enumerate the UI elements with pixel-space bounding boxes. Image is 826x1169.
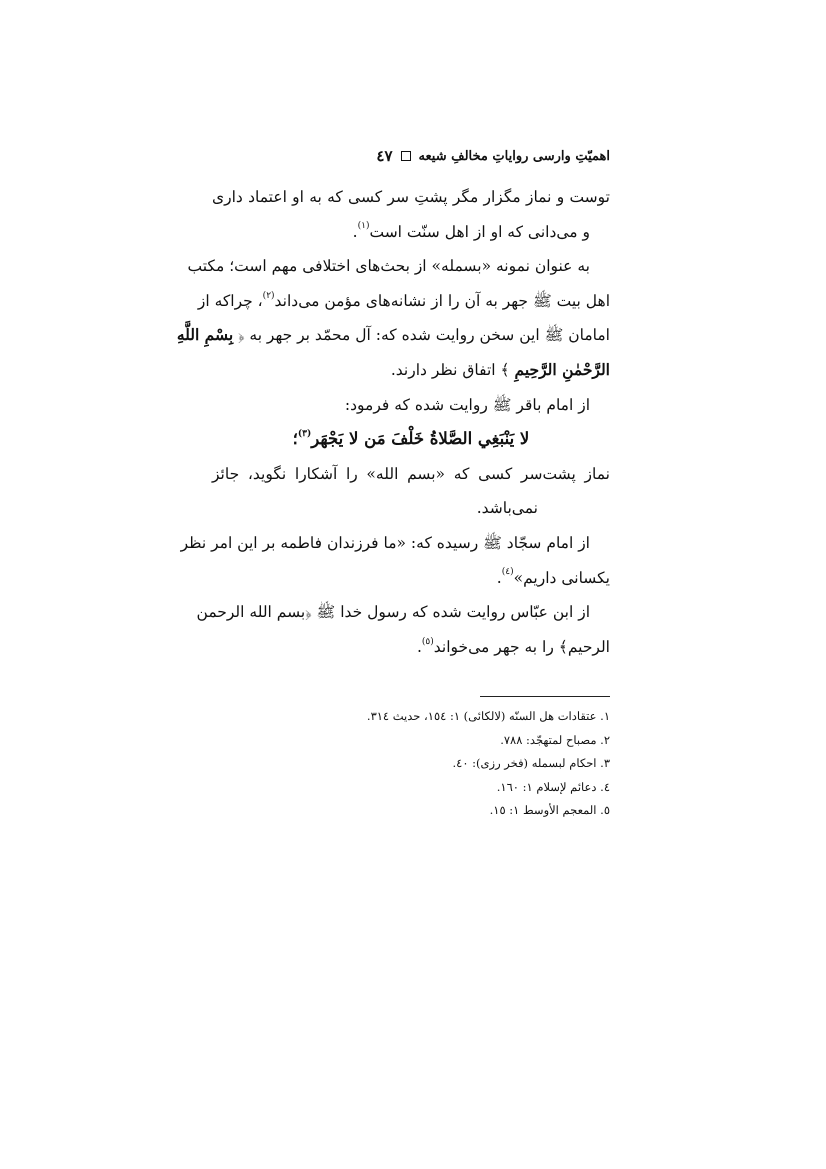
text-span: . bbox=[496, 568, 502, 587]
footnote: ١. عتقادات هل السنّه (لالكائى) ١: ١٥٤، حدیث ٣١٤. bbox=[366, 709, 610, 723]
text-span: ؛ bbox=[292, 429, 298, 449]
text-line bbox=[176, 318, 610, 353]
text-line bbox=[212, 180, 610, 215]
running-head bbox=[212, 146, 610, 166]
running-title: اهمیّتِ وارسی روایاتِ مخالفِ شیعه bbox=[418, 148, 610, 164]
text-span: جهر به آن را از نشانه‌های مؤمن می‌داند bbox=[274, 291, 529, 310]
footnote: ٢. مصباح لمتهجّد: ٧٨٨. bbox=[500, 732, 610, 747]
text-span: این سخن روایت شده که: آل محمّد بر جهر به ﴿ bbox=[238, 326, 540, 345]
text-line bbox=[212, 561, 610, 596]
text-span: ، چراکه از bbox=[197, 291, 263, 310]
footnote-ref: (١) bbox=[357, 221, 370, 232]
text-line bbox=[187, 249, 610, 284]
body-text bbox=[176, 180, 610, 664]
footnote-ref: (٥) bbox=[421, 636, 434, 647]
honorific-glyph: ﷺ bbox=[532, 291, 552, 310]
footnote: ٣. احکام لبسمله (فخر رزی): ٤٠. bbox=[452, 756, 610, 770]
footnote-ref: (٤) bbox=[501, 567, 514, 578]
square-bullet-icon bbox=[401, 151, 411, 161]
footnote: ٥. المعجم الأوسط ١: ١٥. bbox=[489, 803, 610, 817]
text-span: نماز پشت‌سر کسی که «بسم الله» را آشکارا نگوید، جائز bbox=[212, 464, 610, 483]
text-span: و می‌دانی که او از اهل سنّت است bbox=[369, 222, 590, 241]
text-span: ﴾ اتفاق نظر دارند. bbox=[390, 360, 510, 379]
footnotes bbox=[212, 705, 610, 823]
footnote-ref: (٣) bbox=[297, 428, 312, 439]
text-span: . bbox=[416, 637, 422, 656]
honorific-glyph: ﷺ bbox=[316, 603, 336, 622]
text-span: امامان bbox=[568, 326, 610, 345]
text-span: از امام سجّاد bbox=[506, 533, 590, 552]
page-number: ٤٧ bbox=[376, 147, 393, 165]
hadith-quote bbox=[212, 422, 610, 457]
text-line bbox=[212, 215, 610, 250]
footnote: ٤. دعائم لإسلام ١: ١٦٠. bbox=[496, 779, 610, 794]
text-span: ﴿بسم الله الرحمن bbox=[196, 603, 312, 622]
text-line bbox=[197, 284, 610, 319]
honorific-glyph: ﷺ bbox=[492, 395, 512, 414]
text-span: توست و نماز مگزار مگر پشتِ سر کسی که به او اعتماد داری bbox=[212, 188, 610, 206]
text-span: یکسانی داریم» bbox=[513, 568, 610, 587]
text-line bbox=[212, 353, 610, 388]
quran-phrase: بِسْمِ اللَّهِ bbox=[176, 325, 234, 345]
text-span: نمی‌باشد. bbox=[476, 499, 538, 518]
text-span: الرحيم﴾ را به جهر می‌خواند bbox=[433, 637, 610, 656]
honorific-glyph: ﷺ bbox=[483, 533, 502, 552]
text-line bbox=[212, 630, 610, 665]
text-span: . bbox=[352, 222, 358, 241]
quran-phrase: الرَّحْمٰنِ الرَّحِيمِ bbox=[514, 359, 610, 379]
text-span: رسیده که: «ما فرزندان فاطمه بر این امر نظر bbox=[180, 533, 479, 552]
text-line bbox=[212, 457, 610, 492]
footnote-ref: (٢) bbox=[262, 290, 275, 301]
text-span: روایت شده که فرمود: bbox=[344, 395, 488, 414]
text-span: اهل بیت bbox=[556, 291, 610, 310]
text-line bbox=[212, 491, 610, 526]
text-span: به عنوان نمونه «بسمله» از بحث‌های اختلافی مهم است؛ مکتب bbox=[187, 257, 590, 276]
honorific-glyph: ﷺ bbox=[544, 326, 564, 345]
hadith-text: لا يَنْبَغِي الصَّلاةُ خَلْفَ مَن لا يَجْهَر bbox=[311, 429, 530, 449]
text-line bbox=[212, 388, 610, 423]
text-span: از امام باقر bbox=[516, 395, 590, 414]
text-span: از ابن عبّاس روایت شده که رسول خدا bbox=[340, 603, 590, 622]
text-line bbox=[180, 526, 610, 561]
text-line bbox=[196, 595, 610, 630]
footnote-divider bbox=[480, 696, 610, 697]
